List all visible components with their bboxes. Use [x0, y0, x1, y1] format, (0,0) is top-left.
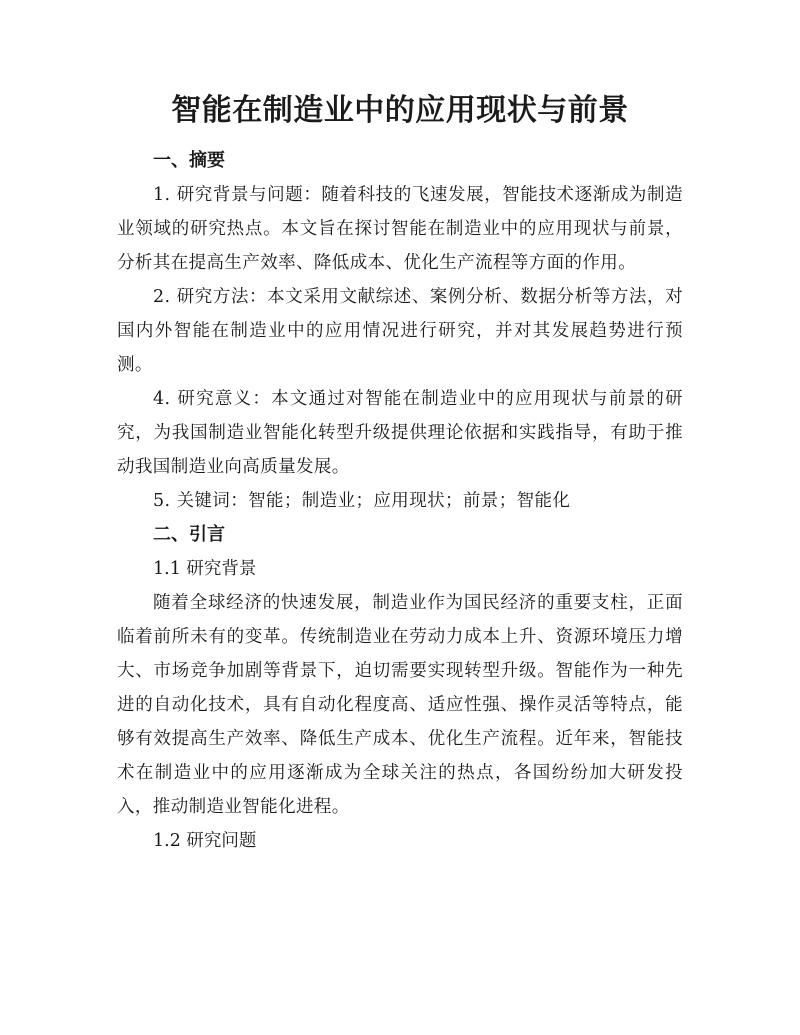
- item-number: 1.: [153, 185, 171, 205]
- subsection-heading-background: 1.1 研究背景: [153, 559, 257, 579]
- background-paragraph: 随着全球经济的快速发展，制造业作为国民经济的重要支柱，正面临着前所未有的变革。传统制造业在劳动力成本上升、资源环境压力增大、市场竞争加剧等背景下，迫切需要实现转型升级。智能作为一种先进的自动化技术，具有自动化程度高、适应性强、操作灵活等特点，能够有效提高生产效率、降低生产成本、优化生产流程。近年来，智能技术在制造业中的应用逐渐成为全球关注的热点，各国纷纷加大研发投入，推动制造业智能化进程。: [117, 593, 683, 817]
- item-text: 研究方法：本文采用文献综述、案例分析、数据分析等方法，对国内外智能在制造业中的应用情况进行研究，并对其发展趋势进行预测。: [117, 287, 683, 375]
- subsection-heading-research-question: 1.2 研究问题: [153, 831, 257, 851]
- section-heading-abstract: 一、摘要: [153, 150, 225, 171]
- document-page: [117, 88, 683, 858]
- section-heading-introduction: 二、引言: [153, 524, 225, 545]
- abstract-item: [117, 382, 683, 484]
- item-number: 5.: [153, 491, 171, 511]
- item-number: 4.: [153, 389, 171, 409]
- item-text: 研究意义：本文通过对智能在制造业中的应用现状与前景的研究，为我国制造业智能化转型升级提供理论依据和实践指导，有助于推动我国制造业向高质量发展。: [117, 389, 683, 477]
- abstract-item: [117, 484, 683, 518]
- abstract-item: [117, 178, 683, 280]
- item-number: 2.: [153, 287, 171, 307]
- item-text: 关键词：智能；制造业；应用现状；前景；智能化: [176, 491, 571, 511]
- abstract-item: [117, 280, 683, 382]
- document-title: 智能在制造业中的应用现状与前景: [171, 93, 629, 128]
- item-text: 研究背景与问题：随着科技的飞速发展，智能技术逐渐成为制造业领域的研究热点。本文旨在探讨智能在制造业中的应用现状与前景，分析其在提高生产效率、降低成本、优化生产流程等方面的作用。: [117, 185, 683, 273]
